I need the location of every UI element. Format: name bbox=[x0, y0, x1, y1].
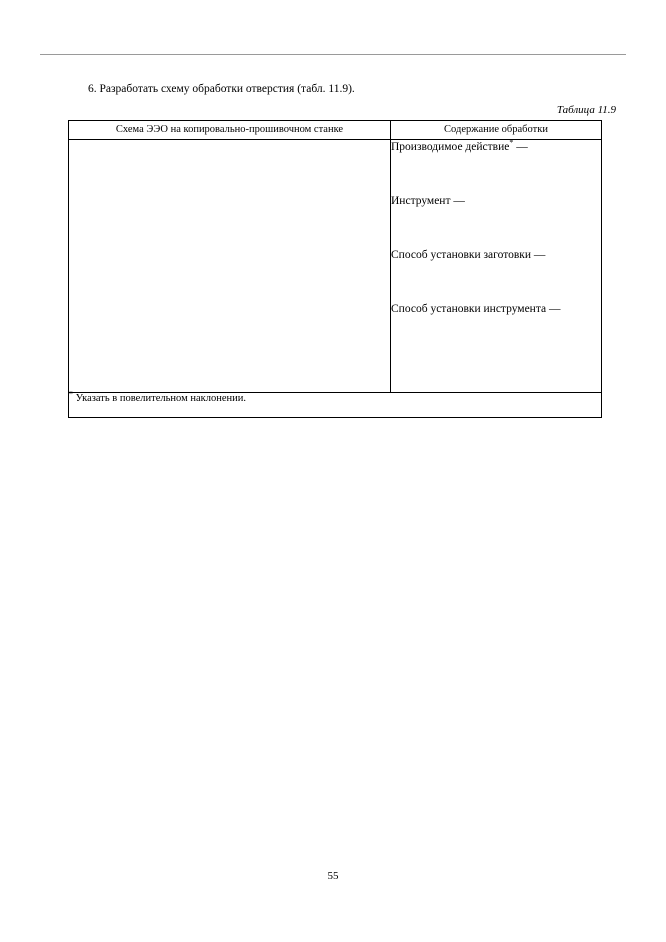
entry-tool-mounting-dash: — bbox=[546, 303, 561, 315]
entry-tool bbox=[391, 194, 601, 208]
entry-action-dash: — bbox=[513, 141, 528, 153]
task-text: 6. Разработать схему обработки отверстия (табл. 11.9). bbox=[88, 83, 355, 95]
page-number: 55 bbox=[327, 870, 339, 882]
footnote-ref-icon: * bbox=[509, 138, 514, 148]
table-header-scheme: Схема ЭЭО на копировально-прошивочном станке bbox=[69, 121, 391, 140]
entry-workpiece-mounting bbox=[391, 248, 601, 262]
entry-tool-mounting-label: Способ установки инструмента bbox=[391, 303, 547, 315]
table-header-row bbox=[69, 121, 602, 140]
entry-workpiece-mounting-label: Способ установки заготовки bbox=[391, 249, 531, 261]
entry-action bbox=[391, 140, 601, 154]
header-divider bbox=[40, 54, 626, 55]
entry-tool-mounting bbox=[391, 302, 601, 316]
entry-tool-dash: — bbox=[450, 195, 465, 207]
table-body-row bbox=[69, 140, 602, 393]
footnote-marker-icon: * bbox=[69, 389, 73, 399]
table-caption: Таблица 11.9 bbox=[556, 104, 616, 116]
processing-content-area bbox=[391, 140, 602, 393]
table-footnote-row bbox=[69, 393, 602, 418]
processing-scheme-table bbox=[68, 120, 602, 418]
entry-workpiece-mounting-dash: — bbox=[531, 249, 546, 261]
table-footnote bbox=[69, 389, 602, 418]
entry-tool-label: Инструмент bbox=[391, 195, 451, 207]
scheme-drawing-area[interactable] bbox=[69, 140, 391, 393]
footnote-text: Указать в повелительном наклонении. bbox=[75, 393, 246, 404]
table-header-content: Содержание обработки bbox=[391, 121, 602, 140]
entry-action-label: Производимое действие bbox=[391, 141, 510, 153]
